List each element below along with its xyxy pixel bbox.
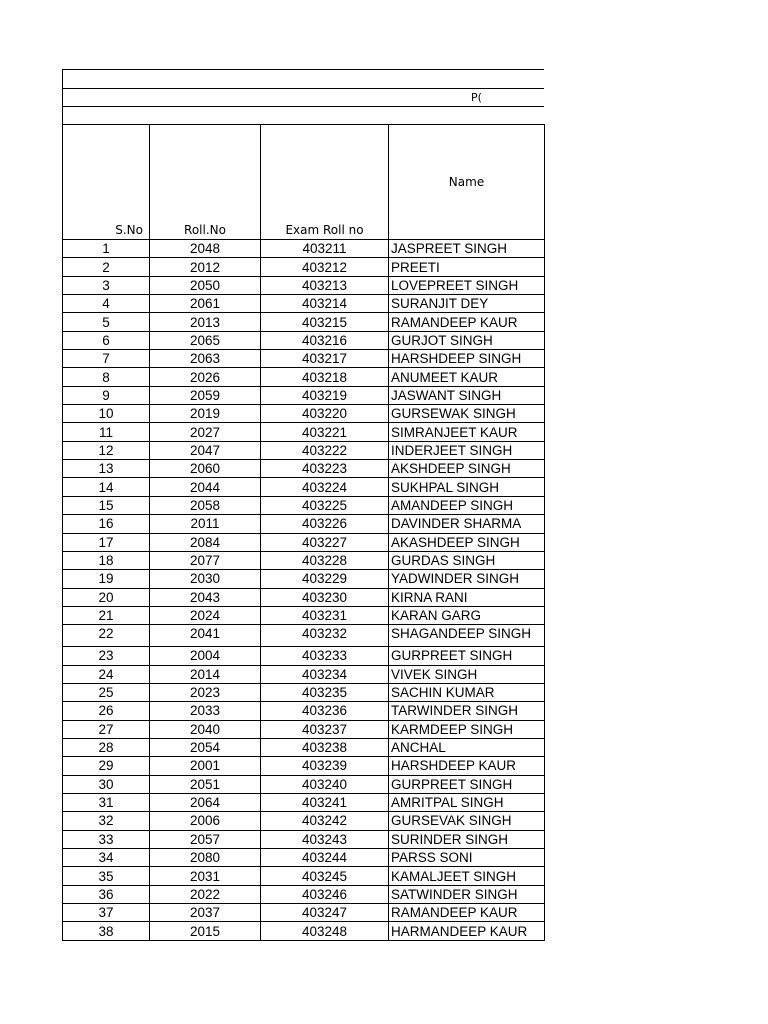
header-name: Name (389, 125, 545, 240)
cell-exam-roll-no: 403217 (261, 350, 389, 368)
title-fragment: P( (471, 91, 482, 104)
table-row (63, 258, 545, 276)
table-row (63, 720, 545, 738)
cell-sno: 22 (63, 625, 150, 647)
table-row (63, 702, 545, 720)
cell-sno: 20 (63, 588, 150, 606)
cell-sno: 26 (63, 702, 150, 720)
table-row (63, 551, 545, 569)
cell-name: GURPREET SINGH (389, 775, 545, 793)
table-row (63, 606, 545, 624)
cell-exam-roll-no: 403225 (261, 496, 389, 514)
cell-name: PREETI (389, 258, 545, 276)
table-row (63, 830, 545, 848)
cell-roll-no: 2030 (150, 570, 261, 588)
table-row (63, 460, 545, 478)
cell-exam-roll-no: 403236 (261, 702, 389, 720)
cell-name: INDERJEET SINGH (389, 441, 545, 459)
table-row (63, 441, 545, 459)
cell-exam-roll-no: 403224 (261, 478, 389, 496)
cell-exam-roll-no: 403242 (261, 812, 389, 830)
cell-sno: 16 (63, 515, 150, 533)
cell-name: HARSHDEEP SINGH (389, 350, 545, 368)
cell-name: SACHIN KUMAR (389, 683, 545, 701)
cell-sno: 13 (63, 460, 150, 478)
table-row (63, 757, 545, 775)
cell-roll-no: 2051 (150, 775, 261, 793)
cell-exam-roll-no: 403218 (261, 368, 389, 386)
cell-sno: 18 (63, 551, 150, 569)
table-row (63, 478, 545, 496)
cell-sno: 8 (63, 368, 150, 386)
cell-name: SATWINDER SINGH (389, 885, 545, 903)
cell-roll-no: 2033 (150, 702, 261, 720)
cell-name: JASWANT SINGH (389, 386, 545, 404)
cell-exam-roll-no: 403238 (261, 738, 389, 756)
cell-name: AKSHDEEP SINGH (389, 460, 545, 478)
cell-roll-no: 2080 (150, 849, 261, 867)
cell-sno: 6 (63, 331, 150, 349)
cell-roll-no: 2059 (150, 386, 261, 404)
cell-exam-roll-no: 403212 (261, 258, 389, 276)
cell-sno: 10 (63, 405, 150, 423)
cell-sno: 4 (63, 295, 150, 313)
table-row (63, 240, 545, 258)
table-row (63, 570, 545, 588)
cell-name: AMANDEEP SINGH (389, 496, 545, 514)
cell-exam-roll-no: 403241 (261, 793, 389, 811)
cell-exam-roll-no: 403215 (261, 313, 389, 331)
cell-exam-roll-no: 403246 (261, 885, 389, 903)
cell-name: AMRITPAL SINGH (389, 793, 545, 811)
table-body (63, 240, 545, 941)
cell-name: ANCHAL (389, 738, 545, 756)
table-row (63, 496, 545, 514)
table-row (63, 331, 545, 349)
cell-sno: 30 (63, 775, 150, 793)
cell-name: HARSHDEEP KAUR (389, 757, 545, 775)
cell-roll-no: 2065 (150, 331, 261, 349)
cell-sno: 2 (63, 258, 150, 276)
cell-sno: 5 (63, 313, 150, 331)
table-row (63, 812, 545, 830)
cell-roll-no: 2047 (150, 441, 261, 459)
cell-sno: 21 (63, 606, 150, 624)
cell-name: KAMALJEET SINGH (389, 867, 545, 885)
cell-exam-roll-no: 403221 (261, 423, 389, 441)
table-row (63, 276, 545, 294)
cell-exam-roll-no: 403245 (261, 867, 389, 885)
table-row (63, 350, 545, 368)
cell-exam-roll-no: 403240 (261, 775, 389, 793)
cell-sno: 29 (63, 757, 150, 775)
header-sno: S.No (63, 125, 150, 240)
cell-exam-roll-no: 403231 (261, 606, 389, 624)
cell-roll-no: 2022 (150, 885, 261, 903)
cell-name: SIMRANJEET KAUR (389, 423, 545, 441)
cell-roll-no: 2001 (150, 757, 261, 775)
cell-roll-no: 2057 (150, 830, 261, 848)
table-row (63, 625, 545, 647)
header-rule-2 (62, 88, 544, 89)
cell-roll-no: 2061 (150, 295, 261, 313)
cell-roll-no: 2050 (150, 276, 261, 294)
table-row (63, 922, 545, 940)
cell-roll-no: 2031 (150, 867, 261, 885)
cell-roll-no: 2040 (150, 720, 261, 738)
cell-roll-no: 2026 (150, 368, 261, 386)
table-row (63, 738, 545, 756)
cell-name: KARMDEEP SINGH (389, 720, 545, 738)
cell-sno: 19 (63, 570, 150, 588)
cell-name: YADWINDER SINGH (389, 570, 545, 588)
cell-exam-roll-no: 403213 (261, 276, 389, 294)
cell-exam-roll-no: 403247 (261, 904, 389, 922)
table-row (63, 515, 545, 533)
cell-name: GURDAS SINGH (389, 551, 545, 569)
cell-roll-no: 2027 (150, 423, 261, 441)
cell-exam-roll-no: 403235 (261, 683, 389, 701)
cell-sno: 3 (63, 276, 150, 294)
cell-roll-no: 2043 (150, 588, 261, 606)
cell-roll-no: 2054 (150, 738, 261, 756)
header-roll-no: Roll.No (150, 125, 261, 240)
cell-roll-no: 2058 (150, 496, 261, 514)
cell-name: KARAN GARG (389, 606, 545, 624)
cell-roll-no: 2041 (150, 625, 261, 647)
table-row (63, 885, 545, 903)
cell-sno: 9 (63, 386, 150, 404)
cell-name: GURJOT SINGH (389, 331, 545, 349)
cell-name: RAMANDEEP KAUR (389, 313, 545, 331)
cell-sno: 27 (63, 720, 150, 738)
cell-sno: 24 (63, 665, 150, 683)
cell-sno: 15 (63, 496, 150, 514)
table-row (63, 849, 545, 867)
cell-exam-roll-no: 403226 (261, 515, 389, 533)
cell-name: GURSEWAK SINGH (389, 405, 545, 423)
cell-exam-roll-no: 403230 (261, 588, 389, 606)
cell-roll-no: 2011 (150, 515, 261, 533)
cell-roll-no: 2023 (150, 683, 261, 701)
table-row (63, 533, 545, 551)
cell-sno: 36 (63, 885, 150, 903)
cell-sno: 33 (63, 830, 150, 848)
cell-roll-no: 2013 (150, 313, 261, 331)
table-header-row (63, 125, 545, 240)
cell-exam-roll-no: 403234 (261, 665, 389, 683)
cell-exam-roll-no: 403243 (261, 830, 389, 848)
cell-name: VIVEK SINGH (389, 665, 545, 683)
cell-sno: 35 (63, 867, 150, 885)
cell-name: GURSEVAK SINGH (389, 812, 545, 830)
cell-exam-roll-no: 403239 (261, 757, 389, 775)
table-row (63, 647, 545, 665)
cell-sno: 1 (63, 240, 150, 258)
cell-name: SURANJIT DEY (389, 295, 545, 313)
cell-name: SURINDER SINGH (389, 830, 545, 848)
cell-roll-no: 2077 (150, 551, 261, 569)
cell-exam-roll-no: 403223 (261, 460, 389, 478)
cell-roll-no: 2006 (150, 812, 261, 830)
cell-name: LOVEPREET SINGH (389, 276, 545, 294)
cell-name: SHAGANDEEP SINGH (389, 625, 545, 647)
table-row (63, 588, 545, 606)
cell-exam-roll-no: 403237 (261, 720, 389, 738)
cell-name: TARWINDER SINGH (389, 702, 545, 720)
table-row (63, 313, 545, 331)
cell-exam-roll-no: 403244 (261, 849, 389, 867)
cell-name: GURPREET SINGH (389, 647, 545, 665)
cell-name: AKASHDEEP SINGH (389, 533, 545, 551)
cell-sno: 32 (63, 812, 150, 830)
cell-name: SUKHPAL SINGH (389, 478, 545, 496)
cell-exam-roll-no: 403227 (261, 533, 389, 551)
cell-sno: 25 (63, 683, 150, 701)
table-row (63, 683, 545, 701)
table-row (63, 386, 545, 404)
cell-roll-no: 2044 (150, 478, 261, 496)
cell-sno: 34 (63, 849, 150, 867)
cell-exam-roll-no: 403232 (261, 625, 389, 647)
cell-roll-no: 2012 (150, 258, 261, 276)
cell-name: HARMANDEEP KAUR (389, 922, 545, 940)
cell-roll-no: 2019 (150, 405, 261, 423)
cell-exam-roll-no: 403216 (261, 331, 389, 349)
cell-exam-roll-no: 403248 (261, 922, 389, 940)
cell-name: PARSS SONI (389, 849, 545, 867)
cell-roll-no: 2048 (150, 240, 261, 258)
header-left-border (62, 69, 63, 124)
cell-exam-roll-no: 403219 (261, 386, 389, 404)
cell-roll-no: 2004 (150, 647, 261, 665)
cell-sno: 38 (63, 922, 150, 940)
table-row (63, 665, 545, 683)
cell-sno: 23 (63, 647, 150, 665)
student-roll-table (62, 124, 545, 941)
cell-roll-no: 2015 (150, 922, 261, 940)
cell-exam-roll-no: 403229 (261, 570, 389, 588)
table-row (63, 867, 545, 885)
cell-sno: 31 (63, 793, 150, 811)
table-row (63, 368, 545, 386)
cell-name: JASPREET SINGH (389, 240, 545, 258)
header-exam-roll-no: Exam Roll no (261, 125, 389, 240)
table-row (63, 775, 545, 793)
cell-name: KIRNA RANI (389, 588, 545, 606)
header-rule-3 (62, 106, 544, 107)
cell-sno: 37 (63, 904, 150, 922)
cell-sno: 11 (63, 423, 150, 441)
table-row (63, 295, 545, 313)
cell-exam-roll-no: 403214 (261, 295, 389, 313)
cell-sno: 17 (63, 533, 150, 551)
table-row (63, 405, 545, 423)
cell-exam-roll-no: 403220 (261, 405, 389, 423)
cell-sno: 12 (63, 441, 150, 459)
cell-roll-no: 2063 (150, 350, 261, 368)
table-row (63, 793, 545, 811)
cell-roll-no: 2060 (150, 460, 261, 478)
header-rule-top (62, 69, 544, 70)
cell-roll-no: 2037 (150, 904, 261, 922)
cell-name: DAVINDER SHARMA (389, 515, 545, 533)
table-row (63, 904, 545, 922)
cell-roll-no: 2014 (150, 665, 261, 683)
cell-exam-roll-no: 403233 (261, 647, 389, 665)
cell-sno: 28 (63, 738, 150, 756)
cell-name: ANUMEET KAUR (389, 368, 545, 386)
cell-roll-no: 2064 (150, 793, 261, 811)
cell-roll-no: 2024 (150, 606, 261, 624)
table-row (63, 423, 545, 441)
cell-sno: 7 (63, 350, 150, 368)
cell-exam-roll-no: 403211 (261, 240, 389, 258)
cell-name: RAMANDEEP KAUR (389, 904, 545, 922)
cell-roll-no: 2084 (150, 533, 261, 551)
cell-sno: 14 (63, 478, 150, 496)
cell-exam-roll-no: 403222 (261, 441, 389, 459)
cell-exam-roll-no: 403228 (261, 551, 389, 569)
